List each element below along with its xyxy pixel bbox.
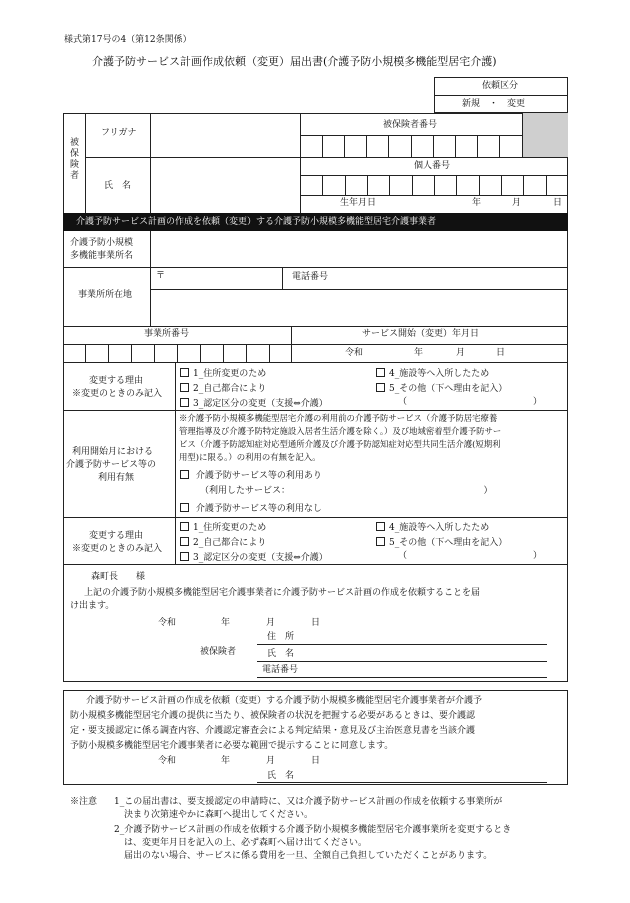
service-start-month: 月 [456, 348, 466, 358]
birth-date-label: 生年月日 [340, 198, 377, 208]
office-address-label: 事業所所在地 [78, 290, 133, 300]
insured-side-label: 被 保 険 者 [70, 138, 80, 181]
service-start-day: 日 [496, 348, 506, 358]
notes-line-1: 1_この届出書は、要支援認定の申請時に、又は介護予防サービス計画の作成を依頼する事業所が [114, 797, 503, 807]
reason1-label-1: 変更する理由 [89, 376, 144, 386]
reason1-other-text[interactable]: （ ） [398, 397, 543, 407]
checkbox[interactable] [180, 503, 189, 512]
furigana-label: フリガナ [101, 128, 137, 138]
usage-note-1: ※介護予防小規模多機能型居宅介護の利用前の介護予防サービス（介護予防居宅療養 [179, 413, 498, 423]
name-label: 氏 名 [104, 181, 132, 191]
birth-day-unit: 日 [553, 198, 563, 208]
office-number-cells[interactable] [63, 344, 291, 362]
consent-line-1: 介護予防サービス計画の作成を依頼（変更）する介護予防小規模多機能型居宅介護事業者が介護予 [86, 696, 483, 706]
reason1-item-5[interactable]: 5_その他（下へ理由を記入） [376, 383, 507, 394]
notes-line-2: 決まり次第速やかに森町へ提出してください。 [124, 810, 314, 820]
provider-banner-text: 介護予防サービス計画の作成を依頼（変更）する介護予防小規模多機能型居宅介護事業者 [76, 217, 437, 227]
notes-line-3: 2_介護予防サービス計画の作成を依頼する介護予防小規模多機能型居宅介護事業所を変更するとき [114, 825, 512, 835]
consent-line-3: 定・要支援認定に係る調査内容、介護認定審査会による判定結果・意見及び主治医意見書を当該介護 [70, 726, 476, 736]
usage-note-2: 管理指導及び介護予防特定施設入居者生活介護を除く。）及び地域密着型介護予防サー [179, 426, 502, 436]
birth-year-unit: 年 [472, 198, 482, 208]
notes-label: ※注意 [70, 797, 98, 807]
checkbox[interactable] [180, 522, 189, 531]
consent-line-4: 予防小規模多機能型居宅介護事業者に必要な範囲で提示することに同意します。 [70, 741, 394, 751]
personal-number-cells[interactable] [300, 175, 568, 195]
insured-number-label: 被保険者番号 [383, 120, 438, 130]
checkbox[interactable] [180, 383, 189, 392]
office-name-field[interactable] [150, 231, 568, 267]
service-start-reiwa: 令和 [345, 348, 364, 358]
checkbox[interactable] [180, 552, 189, 561]
office-number-label: 事業所番号 [144, 329, 190, 339]
reason1-item-2[interactable]: 2_自己都合により [180, 383, 266, 394]
usage-label-1: 利用開始月における [72, 447, 154, 457]
office-name-label-1: 介護予防小規模 [70, 238, 134, 248]
usage-option-yes[interactable]: 介護予防サービス等の利用あり [180, 470, 322, 481]
reason2-item-2[interactable]: 2_自己都合により [180, 537, 266, 548]
reason2-item-3[interactable]: 3_認定区分の変更（支援⇔介護） [180, 552, 328, 563]
office-address-field[interactable] [150, 289, 568, 326]
reason2-label-1: 変更する理由 [89, 531, 144, 541]
phone-label: 電話番号 [292, 272, 329, 282]
usage-label-2: 介護予防サービス等の [66, 460, 157, 470]
reason2-item-5[interactable]: 5_その他（下へ理由を記入） [376, 537, 507, 548]
request-type-label: 依頼区分 [482, 81, 519, 91]
reason1-item-1[interactable]: 1_住所変更のため [180, 368, 266, 379]
used-services-line[interactable]: （利用したサービス： ） [200, 486, 493, 496]
name-field[interactable] [150, 157, 300, 213]
checkbox[interactable] [180, 368, 189, 377]
form-number: 様式第17号の4（第12条関係） [64, 35, 192, 45]
consent-name-label: 氏 名 [267, 771, 295, 781]
reason2-item-4[interactable]: 4_施設等へ入所したため [376, 522, 489, 533]
usage-note-3: ビス（介護予防認知症対応型通所介護及び介護予防認知症対応型共同生活介護(短期利 [179, 439, 501, 449]
addressee: 森町長 様 [91, 572, 146, 582]
reason1-item-4[interactable]: 4_施設等へ入所したため [376, 368, 489, 379]
consent-date[interactable]: 令和 年 月 日 [158, 756, 321, 766]
insured-number-shade [522, 113, 568, 157]
checkbox[interactable] [376, 522, 385, 531]
reason1-label-2: ※変更のときのみ記入 [72, 389, 163, 399]
request-name-label: 氏 名 [267, 649, 295, 659]
birth-month-unit: 月 [512, 198, 522, 208]
request-address-label: 住 所 [267, 632, 295, 642]
checkbox[interactable] [180, 470, 189, 479]
usage-label-3: 利用有無 [98, 473, 135, 483]
reason2-item-1[interactable]: 1_住所変更のため [180, 522, 266, 533]
office-name-label-2: 多機能事業所名 [70, 251, 134, 261]
insured-number-cells[interactable] [300, 135, 522, 157]
request-insured-label: 被保険者 [200, 647, 237, 657]
form-title: 介護予防サービス計画作成依頼（変更）届出書(介護予防小規模多機能型居宅介護) [92, 55, 497, 68]
usage-option-no[interactable]: 介護予防サービス等の利用なし [180, 503, 322, 514]
service-start-label: サービス開始（変更）年月日 [362, 329, 480, 339]
checkbox[interactable] [376, 537, 385, 546]
notes-line-5: 届出のない場合、サービスに係る費用を一旦、全額自己負担していただくことがあります。 [124, 851, 493, 861]
checkbox[interactable] [376, 383, 385, 392]
service-start-year: 年 [414, 348, 424, 358]
consent-line-2: 防小規模多機能型居宅介護の提供に当たり、被保険者の状況を把握する必要があるときは、要介護認 [70, 711, 476, 721]
request-text-2: け出ます。 [70, 601, 115, 611]
request-type-options[interactable]: 新規 ・ 変更 [462, 99, 526, 109]
request-phone-label: 電話番号 [262, 665, 299, 675]
postal-mark: 〒 [156, 271, 166, 281]
request-date[interactable]: 令和 年 月 日 [158, 618, 321, 628]
usage-note-4: 用型)に限る。）の利用の有無を記入。 [179, 452, 321, 462]
checkbox[interactable] [376, 368, 385, 377]
request-text-1: 上記の介護予防小規模多機能型居宅介護事業者に介護予防サービス計画の作成を依頼することを届 [84, 588, 481, 598]
checkbox[interactable] [180, 537, 189, 546]
checkbox[interactable] [180, 398, 189, 407]
reason1-item-3[interactable]: 3_認定区分の変更（支援⇔介護） [180, 398, 328, 409]
personal-number-label: 個人番号 [414, 161, 451, 171]
notes-line-4: は、変更年月日を記入の上、必ず森町へ届け出てください。 [124, 838, 368, 848]
reason2-other-text[interactable]: （ ） [398, 551, 543, 561]
furigana-field[interactable] [150, 113, 300, 157]
reason2-label-2: ※変更のときのみ記入 [72, 544, 163, 554]
